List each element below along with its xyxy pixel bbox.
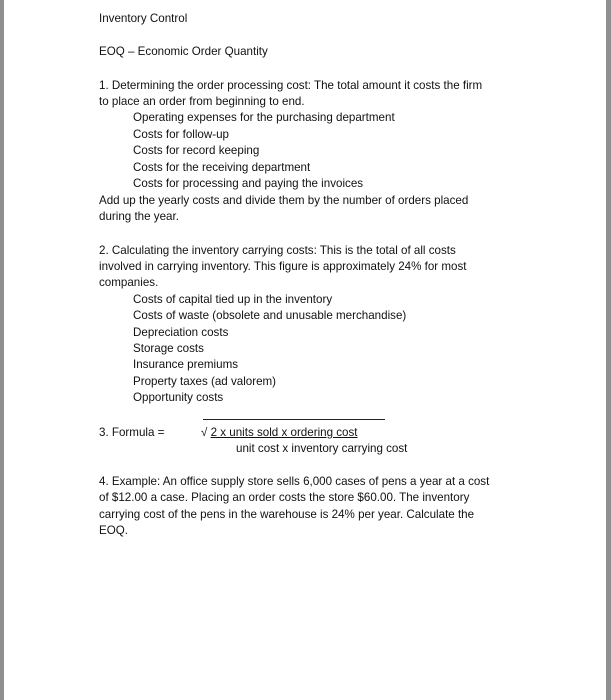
section2-item: Opportunity costs [133, 391, 224, 404]
section1-item: Costs for processing and paying the invoices [133, 177, 364, 190]
section2-line2: involved in carrying inventory. This figure is approximately 24% for most [99, 260, 467, 273]
formula-radical-bar [203, 419, 385, 420]
section1-item: Operating expenses for the purchasing department [133, 111, 395, 124]
section1-line1: 1. Determining the order processing cost: The total amount it costs the firm [99, 79, 483, 92]
section2-item: Storage costs [133, 342, 204, 355]
section1-line2: to place an order from beginning to end. [99, 95, 305, 108]
formula-numerator-text: 2 x units sold x ordering cost [210, 426, 358, 439]
section1-item: Costs for the receiving department [133, 161, 311, 174]
section2-item: Costs of waste (obsolete and unusable merchandise) [133, 309, 407, 322]
section2-item: Property taxes (ad valorem) [133, 375, 277, 388]
section1-closing2: during the year. [99, 210, 179, 223]
section2-line1: 2. Calculating the inventory carrying costs: This is the total of all costs [99, 244, 456, 257]
formula-denominator: unit cost x inventory carrying cost [236, 442, 408, 455]
section4-line1: 4. Example: An office supply store sells 6,000 cases of pens a year at a cost [99, 475, 490, 488]
formula-numerator [201, 425, 358, 441]
doc-subtitle: EOQ – Economic Order Quantity [99, 45, 268, 58]
radical-sign: √ [201, 426, 211, 439]
formula-label: 3. Formula = [99, 426, 165, 439]
section2-line3: companies. [99, 276, 159, 289]
section4-line4: EOQ. [99, 524, 128, 537]
section1-item: Costs for record keeping [133, 144, 260, 157]
doc-title: Inventory Control [99, 12, 188, 25]
section4-line3: carrying cost of the pens in the warehouse is 24% per year. Calculate the [99, 508, 475, 521]
section1-closing1: Add up the yearly costs and divide them by the number of orders placed [99, 194, 469, 207]
section4-line2: of $12.00 a case. Placing an order costs the store $60.00. The inventory [99, 491, 470, 504]
section1-item: Costs for follow-up [133, 128, 230, 141]
section2-item: Depreciation costs [133, 326, 229, 339]
section2-item: Costs of capital tied up in the inventory [133, 293, 333, 306]
document-page [4, 0, 606, 700]
section2-item: Insurance premiums [133, 358, 239, 371]
